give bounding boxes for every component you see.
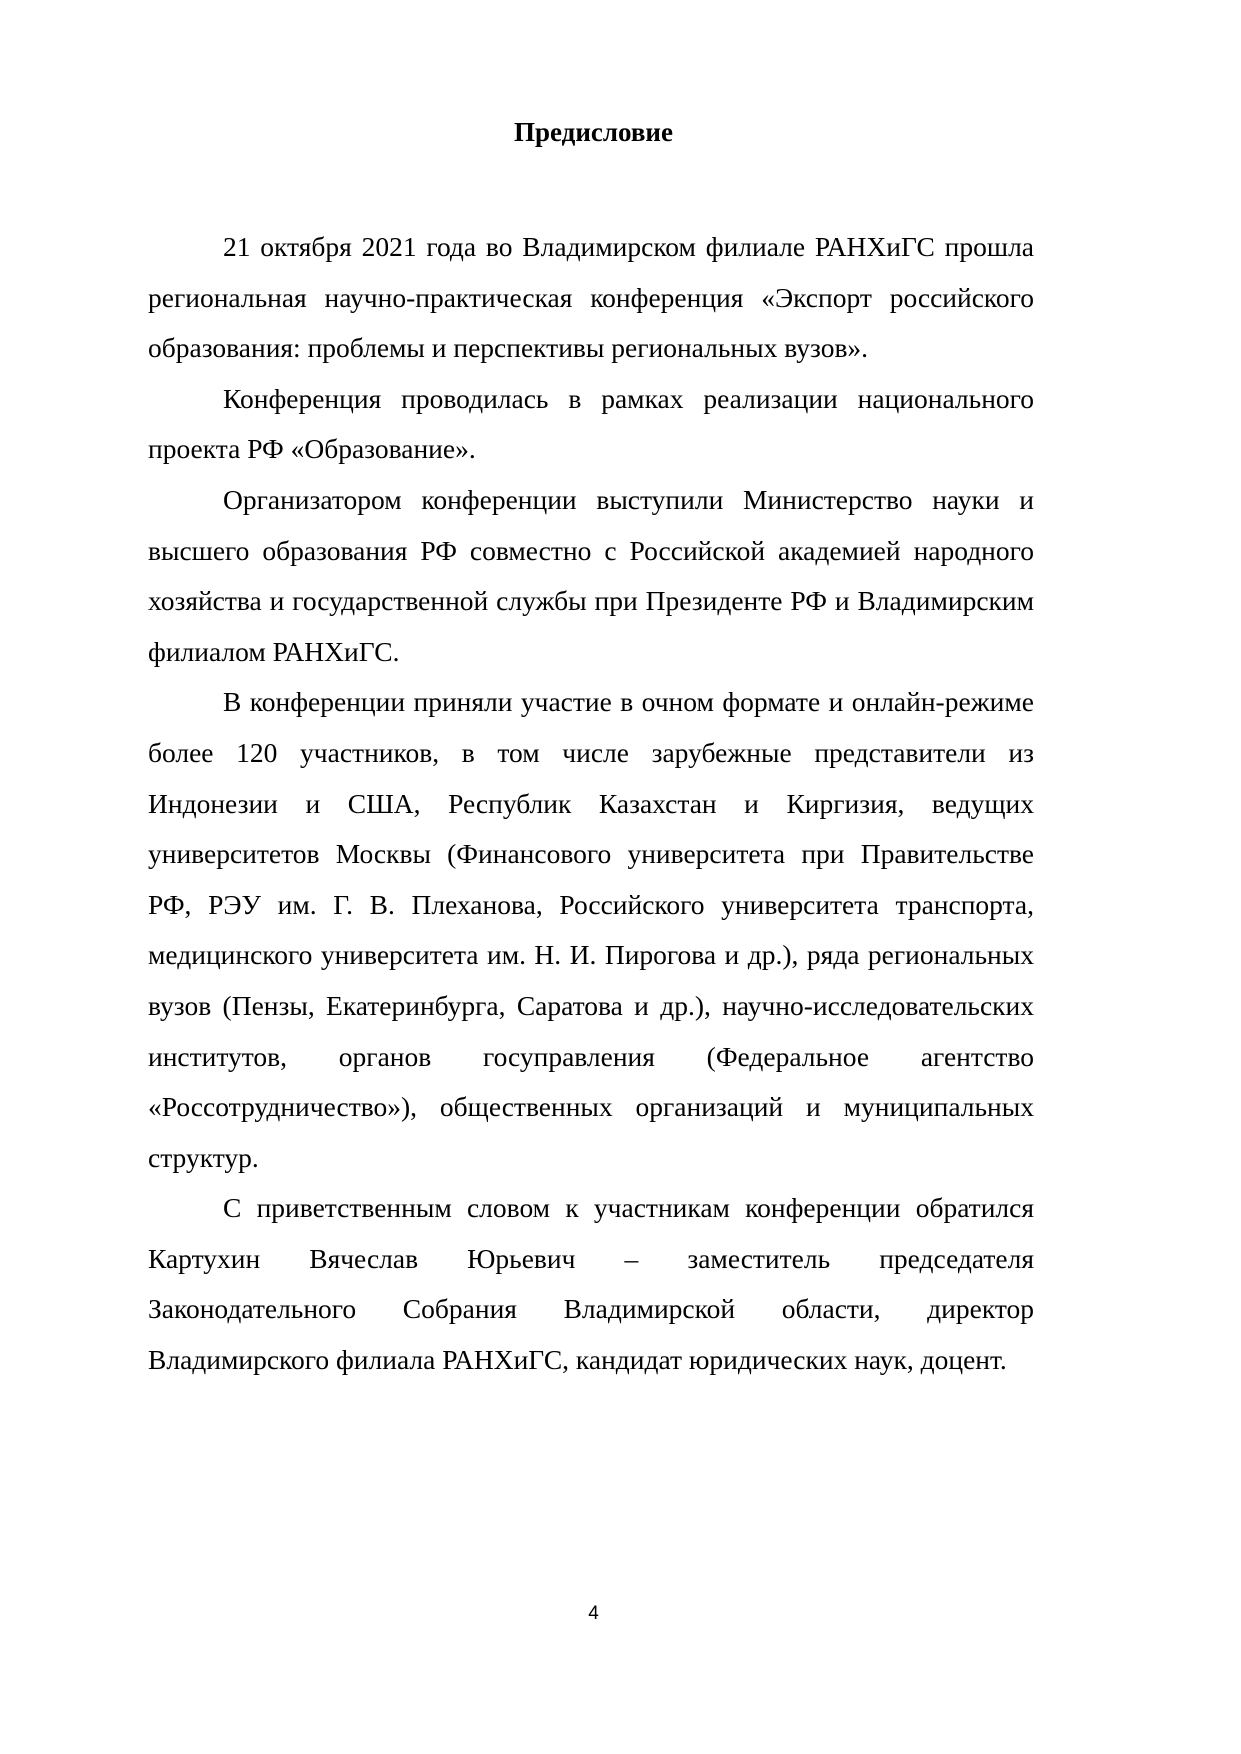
paragraph: 21 октября 2021 года во Владимирском филиале РАНХиГС прошла региональная научно-практическая конференция «Экспорт российского образования: проблемы и перспективы региональных вузов». — [148, 231, 1034, 364]
paragraph: Организатором конференции выступили Министерство науки и высшего образования РФ совместно с Российской академией народного хозяйства и государственной службы при Президенте РФ и Владимирским филиалом РАНХиГС. — [148, 483, 1034, 667]
page-number: 4 — [588, 1603, 599, 1624]
paragraph: Конференция проводилась в рамках реализации национального проекта РФ «Образование». — [148, 382, 1034, 465]
paragraph: С приветственным словом к участникам конференции обратился Картухин Вячеслав Юрьевич – заместитель председателя Законодательного Собрания Владимирской области, директор Владимирского филиала РАНХиГС, кандидат юридических наук, доцент. — [148, 1192, 1034, 1376]
body-text — [148, 222, 1034, 1386]
paragraph: В конференции приняли участие в очном формате и онлайн-режиме более 120 участников, в том числе зарубежные представители из Индонезии и США, Республик Казахстан и Киргизия, ведущих университетов Москвы (Финансового университета при Правительстве РФ, РЭУ им. Г. В. Плеханова, Российского университета транспорта, медицинского университета им. Н. И. Пирогова и др.), ряда региональных вузов (Пензы, Екатеринбурга, Саратова и др.), научно-исследовательских институтов, органов госуправления (Федеральное агентство «Россотрудничество»), общественных организаций и муниципальных структур. — [148, 686, 1034, 1173]
page-title: Предисловие — [514, 117, 673, 147]
